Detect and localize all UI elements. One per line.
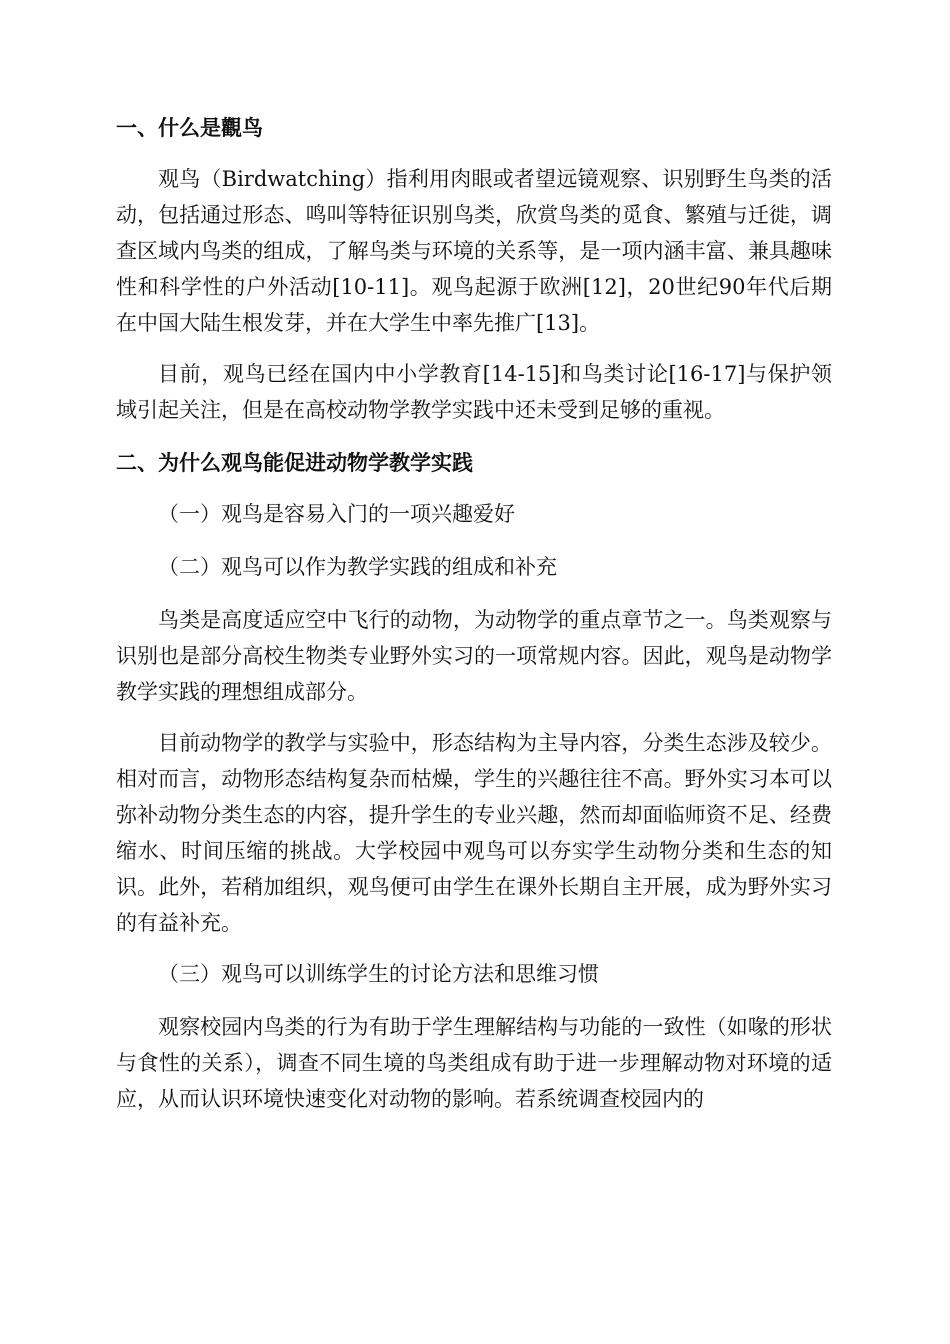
paragraph: 观察校园内鸟类的行为有助于学生理解结构与功能的一致性（如喙的形状与食性的关系），调查不同生境的鸟类组成有助于进一步理解动物对环境的适应，从而认识环境快速变化对动物的影响。若系统调查校园内的 bbox=[116, 1015, 832, 1111]
document-page bbox=[116, 108, 832, 1132]
section-why-birdwatching bbox=[116, 443, 832, 1117]
paragraph: 鸟类是高度适应空中飞行的动物，为动物学的重点章节之一。鸟类观察与识别也是部分高校生物类专业野外实习的一项常规内容。因此，观鸟是动物学教学实践的理想组成部分。 bbox=[116, 608, 832, 704]
paragraph: 目前动物学的教学与实验中，形态结构为主导内容，分类生态涉及较少。相对而言，动物形态结构复杂而枯燥，学生的兴趣往往不高。野外实习本可以弥补动物分类生态的内容，提升学生的专业兴趣，然而却面临师资不足、经费缩水、时间压缩的挑战。大学校园中观鸟可以夯实学生动物分类和生态的知识。此外，若稍加组织，观鸟便可由学生在课外长期自主开展，成为野外实习的有益补充。 bbox=[116, 731, 832, 935]
paragraph: 观鸟（Birdwatching）指利用肉眼或者望远镜观察、识别野生鸟类的活动，包括通过形态、鸣叫等特征识别鸟类，欣赏鸟类的觅食、繁殖与迁徙，调查区域内鸟类的组成，了解鸟类与环境的关系等，是一项内涵丰富、兼具趣味性和科学性的户外活动[10-11]。观鸟起源于欧洲[12]，20世纪90年代后期在中国大陆生根发芽，并在大学生中率先推广[13]。 bbox=[116, 167, 832, 335]
paragraph: 目前，观鸟已经在国内中小学教育[14-15]和鸟类讨论[16-17]与保护领域引起关注，但是在高校动物学教学实践中还未受到足够的重视。 bbox=[116, 362, 832, 422]
section-what-is-birdwatching bbox=[116, 108, 832, 428]
section-heading: 二、为什么观鸟能促进动物学教学实践 bbox=[116, 451, 473, 475]
section-heading: 一、什么是觀鸟 bbox=[116, 116, 263, 140]
subsection-heading: （三）观鸟可以训练学生的讨论方法和思维习惯 bbox=[158, 962, 599, 986]
subsection-heading: （二）观鸟可以作为教学实践的组成和补充 bbox=[158, 555, 557, 579]
subsection-heading: （一）观鸟是容易入门的一项兴趣爱好 bbox=[158, 502, 515, 526]
